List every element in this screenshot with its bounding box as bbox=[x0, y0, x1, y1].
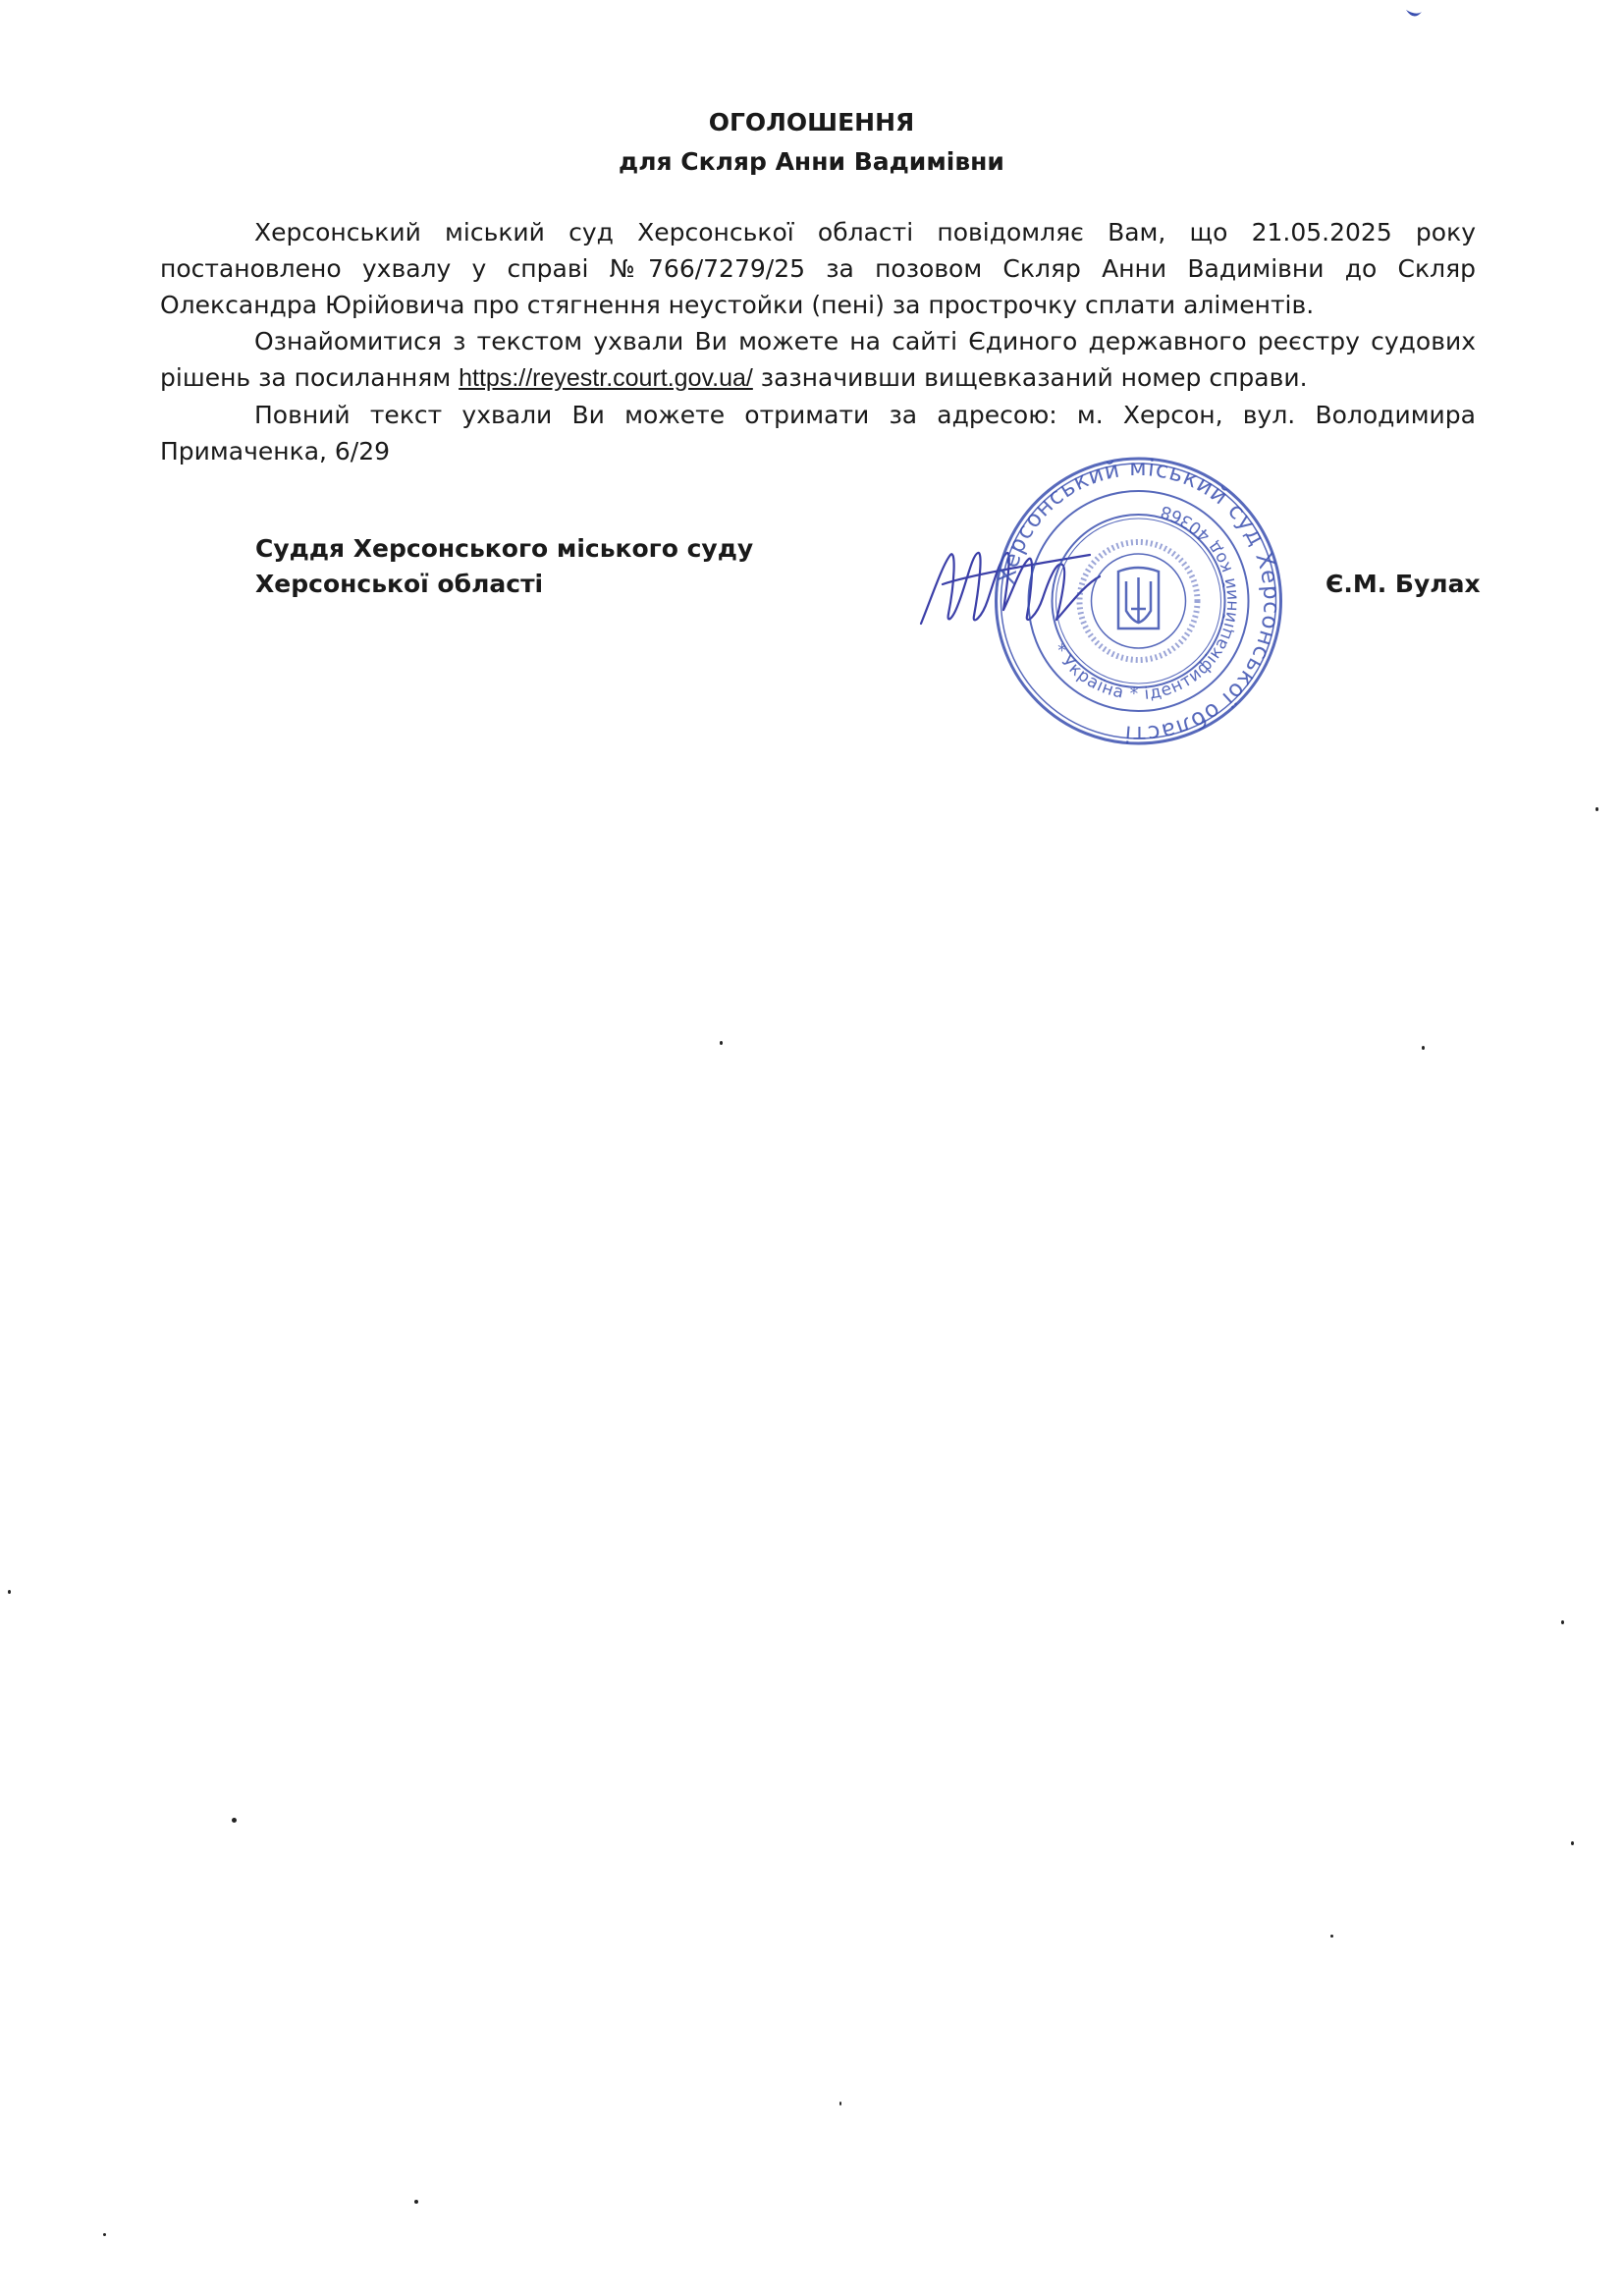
document-subtitle: для Скляр Анни Вадимівни bbox=[619, 147, 1004, 176]
scan-speck bbox=[1422, 1046, 1425, 1050]
paragraph-registry-text-after: зазначивши вищевказаний номер справи. bbox=[752, 363, 1308, 392]
document-title: ОГОЛОШЕННЯ bbox=[708, 108, 915, 137]
scan-speck bbox=[1571, 1841, 1574, 1845]
paragraph-registry bbox=[160, 323, 1476, 397]
trident-emblem-icon bbox=[1118, 568, 1159, 629]
judge-name: Є.М. Булах bbox=[1325, 570, 1481, 598]
registry-link[interactable]: https://reyestr.court.gov.ua/ bbox=[459, 364, 753, 392]
judge-title-line1: Суддя Херсонського міського суду bbox=[255, 534, 754, 563]
svg-text:* Україна * ідентифікаційний к: * Україна * ідентифікаційний код 40368 bbox=[1048, 500, 1242, 705]
scan-speck bbox=[1561, 1620, 1564, 1624]
scan-speck bbox=[103, 2233, 106, 2236]
scan-speck bbox=[8, 1590, 11, 1594]
judge-title-line2: Херсонської області bbox=[255, 570, 544, 598]
paragraph-notice: Херсонський міський суд Херсонської області повідомляє Вам, що 21.05.2025 року постановлено ухвалу у справі №766/7279/25 за позовом Скляр Анни Вадимівни до Скляр Олександра Юрійовича про стягнення неустойки (пені) за прострочку сплати аліментів. bbox=[160, 218, 1476, 319]
scan-speck bbox=[414, 2200, 418, 2204]
paragraph-address: Повний текст ухвали Ви можете отримати за адресою: м. Херсон, вул. Володимира Примаченка, 6/29 bbox=[160, 401, 1476, 465]
scan-speck bbox=[1330, 1935, 1333, 1938]
judge-title-block bbox=[255, 531, 753, 602]
document-body bbox=[160, 214, 1476, 469]
paragraph-registry-text-before: Ознайомитися з текстом ухвали Ви можете на сайті Єдиного державного реєстру судових рішень за посиланням bbox=[160, 327, 1476, 392]
scan-speck bbox=[232, 1818, 237, 1823]
svg-text:Херсонський міський суд Херсон: Херсонський міський суд Херсонської області bbox=[994, 455, 1284, 747]
scan-speck bbox=[1596, 807, 1598, 811]
scan-speck bbox=[720, 1041, 723, 1045]
scan-speck bbox=[839, 2102, 841, 2105]
court-stamp-seal bbox=[989, 454, 1288, 748]
ink-mark bbox=[1404, 6, 1424, 22]
